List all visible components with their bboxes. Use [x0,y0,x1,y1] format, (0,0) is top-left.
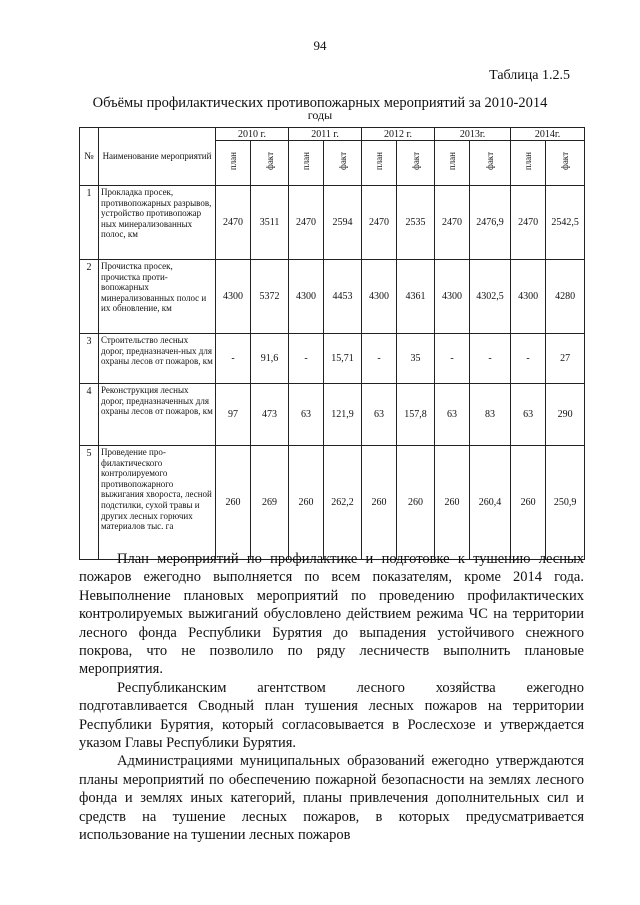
cell-value: 3511 [251,186,289,260]
table-row [80,446,585,560]
row-name: Проведение про-филактического контролируемого противопожарного выжигания хвороста, лесной подстилки, сухой травы и других лесных горючих материалов тыс. га [99,446,216,560]
cell-value: 63 [435,384,470,446]
header-year-2014: 2014г. [511,128,585,141]
table-title-line1: Объёмы профилактических противопожарных мероприятий за 2010-2014 [92,95,548,111]
header-fact: факт [397,141,435,186]
cell-value: 260 [511,446,546,560]
cell-value: 63 [289,384,324,446]
header-fact: факт [324,141,362,186]
header-name: Наименование мероприятий [99,128,216,186]
cell-value: 4300 [216,260,251,334]
cell-value: 4300 [511,260,546,334]
cell-value: - [435,334,470,384]
paragraph: Администрациями муниципальных образований ежегодно утверждаются планы мероприятий по обеспечению пожарной безопасности на землях лесного фонда и землях иных категорий, планы привлечения дополнительных сил и средств на тушение лесных пожаров, в которых предусматривается использование на тушении лесных пожаров [79,753,584,844]
header-year-2011: 2011 г. [289,128,362,141]
paragraph: Республиканским агентством лесного хозяйства ежегодно подготавливается Сводный план тушения лесных пожаров на территории Республики Бурятия, который согласовывается в Рослесхозе и утверждается указом Главы Республики Бурятия. [79,679,584,752]
measures-table [79,127,585,560]
header-fact: факт [470,141,511,186]
cell-value: 4300 [362,260,397,334]
cell-value: 5372 [251,260,289,334]
header-plan: план [435,141,470,186]
row-name: Прокладка просек, противопожарных разрывов, устройство противопожар ных минерализованных полос, км [99,186,216,260]
row-number: 2 [80,260,99,334]
cell-value: 260 [397,446,435,560]
body-text [79,550,584,845]
cell-value: 2470 [435,186,470,260]
cell-value: 260 [362,446,397,560]
row-number: 4 [80,384,99,446]
cell-value: 121,9 [324,384,362,446]
header-year-2012: 2012 г. [362,128,435,141]
cell-value: 4280 [546,260,585,334]
cell-value: 15,71 [324,334,362,384]
table-row [80,384,585,446]
cell-value: 2476,9 [470,186,511,260]
table-title [0,97,640,121]
row-number: 1 [80,186,99,260]
cell-value: 4302,5 [470,260,511,334]
cell-value: - [470,334,511,384]
header-fact: факт [251,141,289,186]
cell-value: 27 [546,334,585,384]
cell-value: 250,9 [546,446,585,560]
table-label: Таблица 1.2.5 [489,68,570,83]
cell-value: 35 [397,334,435,384]
cell-value: 2470 [511,186,546,260]
cell-value: - [289,334,324,384]
row-number: 5 [80,446,99,560]
cell-value: 290 [546,384,585,446]
row-number: 3 [80,334,99,384]
cell-value: 262,2 [324,446,362,560]
cell-value: 83 [470,384,511,446]
cell-value: 260,4 [470,446,511,560]
paragraph: План мероприятий по профилактике и подготовке к тушению лесных пожаров ежегодно выполняется по всем показателям, кроме 2014 года. Невыполнение плановых мероприятий по проведению профилактических контролируемых выжиганий обусловлено действием режима ЧС на территории лесного фонда Республики Бурятия до выпадения устойчивого снежного покрова, что не позволило по ряду лесничеств выполнить плановые мероприятия. [79,551,584,678]
cell-value: - [511,334,546,384]
cell-value: 97 [216,384,251,446]
page-number: 94 [313,38,327,53]
cell-value: 2535 [397,186,435,260]
cell-value: 2542,5 [546,186,585,260]
cell-value: 2594 [324,186,362,260]
cell-value: 4300 [435,260,470,334]
cell-value: 260 [289,446,324,560]
cell-value: 4300 [289,260,324,334]
cell-value: - [362,334,397,384]
cell-value: 2470 [362,186,397,260]
cell-value: - [216,334,251,384]
cell-value: 4453 [324,260,362,334]
cell-value: 63 [362,384,397,446]
cell-value: 2470 [289,186,324,260]
header-fact: факт [546,141,585,186]
cell-value: 473 [251,384,289,446]
table-row [80,260,585,334]
header-plan: план [216,141,251,186]
cell-value: 260 [216,446,251,560]
row-name: Реконструкция лесных дорог, предназначенных для охраны лесов от пожаров, км [99,384,216,446]
cell-value: 260 [435,446,470,560]
header-year-2013: 2013г. [435,128,511,141]
row-name: Строительство лесных дорог, предназначен-ных для охраны лесов от пожаров, км [99,334,216,384]
header-plan: план [289,141,324,186]
header-plan: план [511,141,546,186]
cell-value: 2470 [216,186,251,260]
header-year-2010: 2010 г. [216,128,289,141]
table-row [80,334,585,384]
header-plan: план [362,141,397,186]
cell-value: 157,8 [397,384,435,446]
table-title-line2: годы [307,108,333,122]
cell-value: 63 [511,384,546,446]
table-header-years [80,128,585,141]
cell-value: 4361 [397,260,435,334]
cell-value: 91,6 [251,334,289,384]
table-row [80,186,585,260]
row-name: Прочистка просек, прочистка проти-вопожарных минерализованных полос и их обновление, км [99,260,216,334]
cell-value: 269 [251,446,289,560]
header-number: № [80,128,99,186]
